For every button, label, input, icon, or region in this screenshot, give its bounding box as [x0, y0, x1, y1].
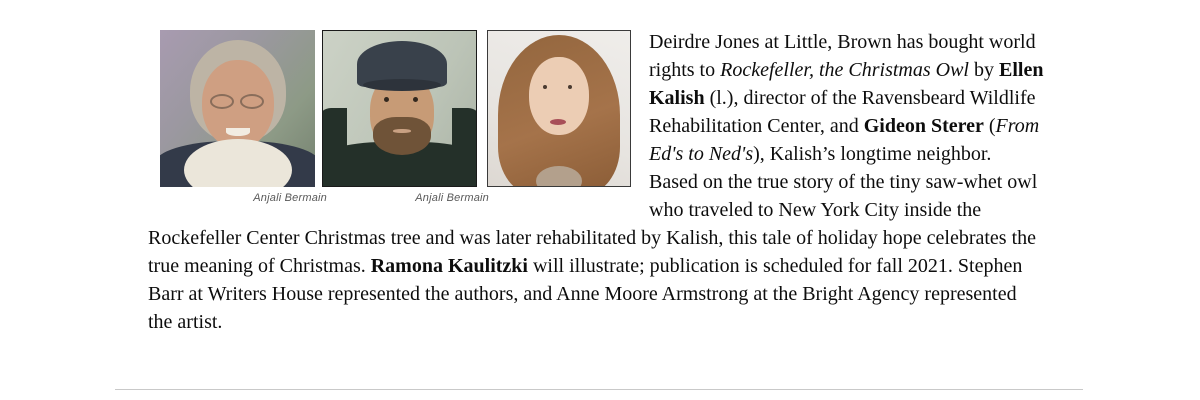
photo3-eye-left-shape [543, 85, 547, 89]
photo2-eye-left-shape [384, 97, 389, 102]
photo2-cap-brim-shape [363, 79, 441, 91]
photo-credit-1: Anjali Bermain [253, 192, 327, 204]
rights-report-item [148, 28, 1045, 336]
photo2-shoulder-right-shape [452, 108, 477, 186]
article-paragraph: Deirdre Jones at Little, Brown has bought world rights to Rockefeller, the Christmas Owl by Ellen Kalish (l.), director of the Ravensbeard Wildlife Rehabilitation Center, and Gideon Sterer (From Ed's to Ned's), Kalish’s longtime neighbor. Based on the true story of the tiny saw-whet owl who traveled to New York City inside the Rockefeller Center Christmas tree and was later rehabilitated by Kalish, this tale of holiday hope celebrates the true meaning of Christmas. Ramona Kaulitzki will illustrate; publication is scheduled for fall 2021. Stephen Barr at Writers House represented the authors, and Anne Moore Armstrong at the Bright Agency represented the artist. [148, 31, 1044, 333]
photo3-eye-right-shape [568, 85, 572, 89]
photo-captions [160, 187, 631, 204]
photo2-shoulder-left-shape [322, 108, 347, 186]
photo2-beard-shape [373, 117, 431, 155]
photo-credit-2: Anjali Bermain [415, 192, 489, 204]
photo3-lips-shape [550, 119, 566, 125]
photo1-smile-shape [226, 128, 250, 136]
photo2-eye-right-shape [413, 97, 418, 102]
portrait-photo-1 [160, 30, 315, 187]
portrait-photo-2 [322, 30, 477, 187]
photo-row [160, 30, 631, 187]
photo2-mouth-shape [393, 129, 411, 133]
photo1-glasses-right-shape [240, 94, 264, 109]
portrait-photo-3 [487, 30, 631, 187]
section-divider [115, 389, 1083, 390]
photo-group [148, 30, 631, 204]
photo1-glasses-left-shape [210, 94, 234, 109]
